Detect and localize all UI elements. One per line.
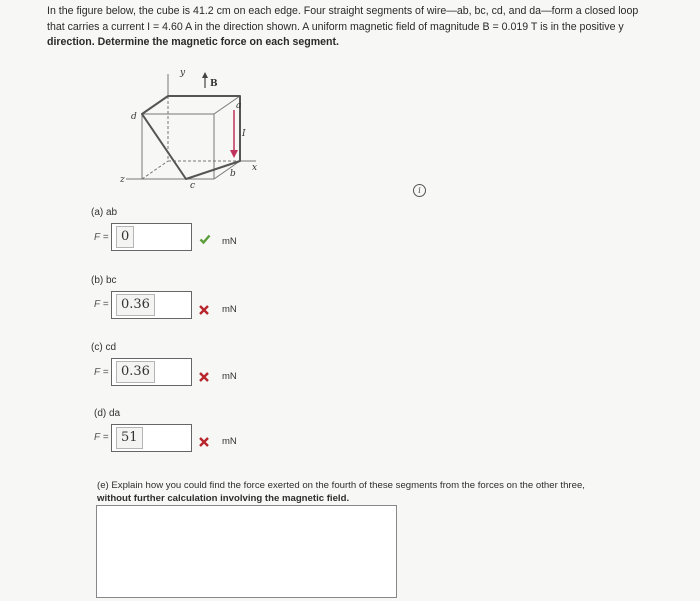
part-c-value: 0.36 (116, 361, 155, 383)
label-b: B (210, 79, 218, 89)
part-e-line-1: (e) Explain how you could find the force exerted on the fourth of these segments from the forces on the other three, (97, 480, 585, 491)
b-field-arrowhead (202, 72, 208, 78)
part-c-unit: mN (222, 371, 237, 382)
label-y: y (180, 68, 186, 78)
label-i: I (242, 129, 246, 139)
cube-edge (142, 161, 168, 179)
part-c-f-label: F = (94, 367, 109, 378)
part-e-question (97, 479, 687, 505)
label-z: z (120, 175, 125, 185)
problem-line-2: that carries a current I = 4.60 A in the direction shown. A uniform magnetic field of magnitude B = 0.019 T is in the positive y (47, 20, 624, 33)
problem-line-1: In the figure below, the cube is 41.2 cm on each edge. Four straight segments of wire—ab, bc, cd, and da—form a closed loop (47, 5, 639, 17)
check-icon (199, 233, 211, 245)
part-a-f-label: F = (94, 232, 109, 243)
problem-statement (47, 4, 700, 51)
cross-icon (198, 304, 210, 316)
part-d-unit: mN (222, 436, 237, 447)
part-e-line-2: without further calculation involving the magnetic field. (97, 493, 350, 504)
label-c: c (190, 181, 196, 190)
part-d-f-label: F = (94, 432, 109, 443)
part-d-label: (d) da (94, 408, 121, 419)
label-a: a (236, 101, 242, 111)
part-a-label: (a) ab (91, 207, 118, 218)
problem-line-3: direction. Determine the magnetic force on each segment. (47, 36, 339, 48)
part-a-unit: mN (222, 236, 237, 247)
cross-icon (198, 436, 210, 448)
wire-loop (142, 96, 240, 179)
cube-edge (214, 161, 240, 179)
part-d-value: 51 (116, 427, 143, 449)
part-b-unit: mN (222, 304, 237, 315)
label-x: x (252, 163, 258, 173)
label-d: d (131, 112, 137, 122)
part-c-answer-box[interactable] (111, 358, 192, 386)
part-c-label: (c) cd (91, 342, 116, 353)
part-b-value: 0.36 (116, 294, 155, 316)
part-b-label: (b) bc (91, 275, 117, 286)
info-icon[interactable]: i (413, 184, 426, 197)
part-b-f-label: F = (94, 299, 109, 310)
cross-icon (198, 371, 210, 383)
cube-figure (106, 66, 276, 190)
label-b-point: b (230, 169, 236, 179)
part-d-answer-box[interactable] (111, 424, 192, 452)
part-b-answer-box[interactable] (111, 291, 192, 319)
part-a-value: 0 (116, 226, 134, 248)
current-arrowhead (230, 150, 238, 158)
part-a-answer-box[interactable] (111, 223, 192, 251)
part-e-textarea[interactable] (96, 505, 397, 598)
